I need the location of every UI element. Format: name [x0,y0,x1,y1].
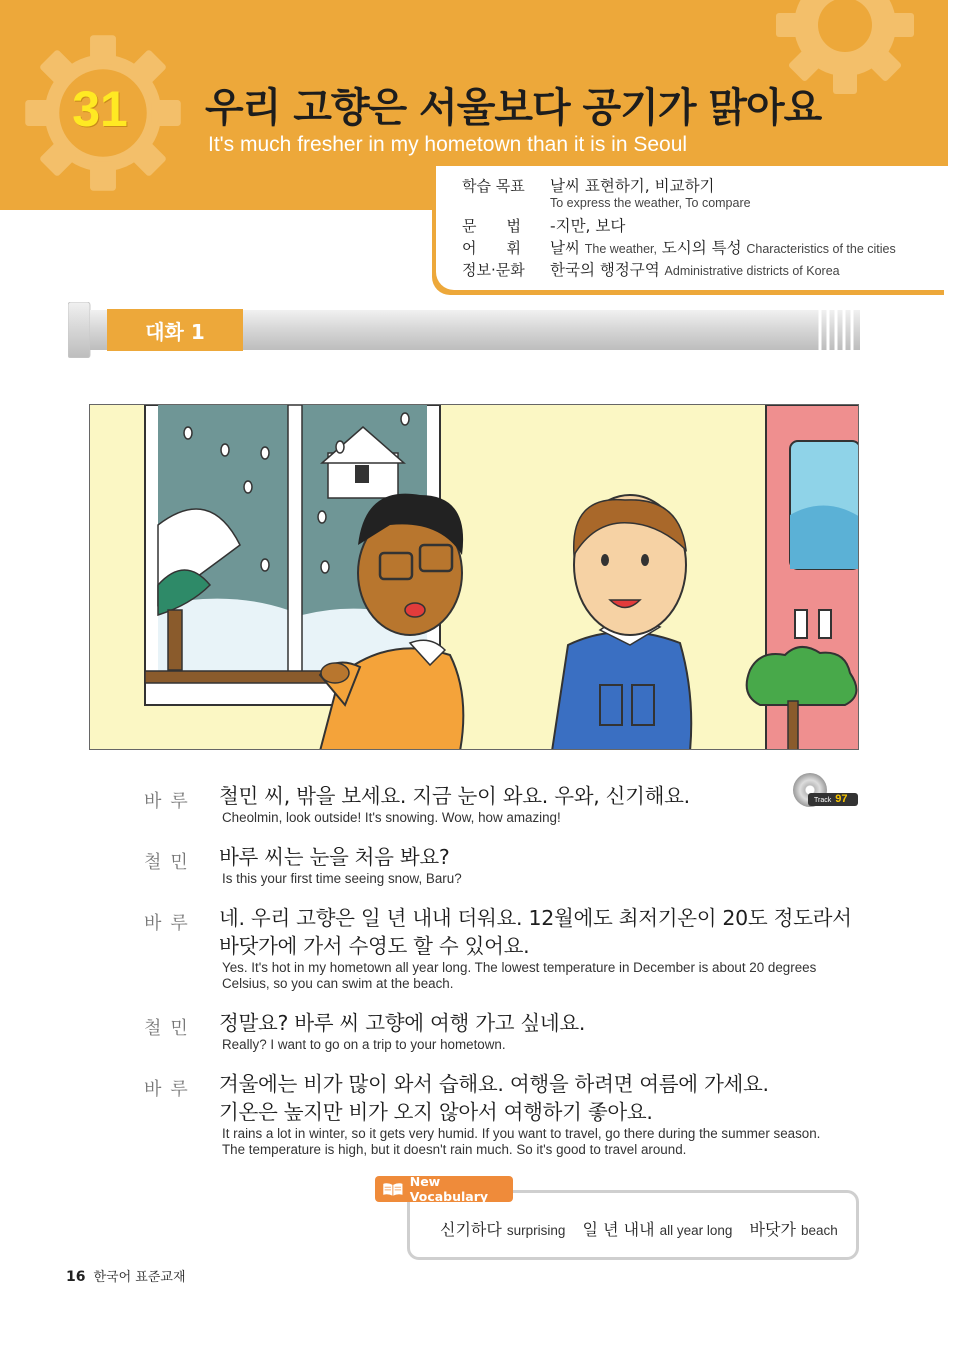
korean-text: 기온은 높지만 비가 오지 않아서 여행하기 좋아요. [219,1100,653,1124]
english-translation: Celsius, so you can swim at the beach. [222,976,454,991]
vocab-meaning: all year long [659,1223,733,1238]
korean-text: 겨울에는 비가 많이 와서 습해요. 여행을 하려면 여름에 가세요. [219,1072,769,1096]
english-translation: It rains a lot in winter, so it gets very humid. If you want to travel, go there during the summer season. [222,1126,821,1141]
goal-translation: To express the weather, To compare [550,196,751,210]
korean-text: 바루 씨는 눈을 처음 봐요? [219,845,450,869]
audio-track-badge[interactable] [793,773,861,809]
speaker-name: 바루 [144,791,197,812]
korean-text: 네. 우리 고향은 일 년 내내 더워요. 12월에도 최저기온이 20도 정도라서 [219,906,852,930]
goal-row [462,174,715,196]
goal-translation: The weather, [584,242,657,256]
goal-label: 정보·문화 [462,261,525,279]
goal-row [462,214,625,236]
lesson-title-translation: It's much fresher in my hometown than it is in Seoul [208,133,688,156]
illustration-image [90,405,859,750]
track-label [808,793,858,806]
vocabulary-list [440,1217,850,1240]
english-translation: The temperature is high, but it doesn't rain much. So it's good to travel around. [222,1142,687,1157]
goal-value: 도시의 특성 [661,239,742,257]
goal-translation: Administrative districts of Korea [664,264,840,278]
goal-row [462,258,840,280]
goal-value: 한국의 행정구역 [550,261,660,279]
dialogue-illustration [89,404,859,750]
vocabulary-tag-label: New Vocabulary [409,1174,489,1204]
goal-label: 학습 목표 [462,177,525,195]
book-title: 한국어 표준교재 [93,1270,186,1285]
vocabulary-tag [375,1176,513,1202]
korean-text: 철민 씨, 밖을 보세요. 지금 눈이 와요. 우와, 신기해요. [219,784,690,808]
goal-label: 문 법 [462,217,521,235]
english-translation: Is this your first time seeing snow, Baru? [222,871,462,886]
vocab-word: 바닷가 [749,1220,796,1239]
speaker-name: 철민 [144,852,197,873]
speaker-name: 철민 [144,1018,197,1039]
book-icon [381,1180,405,1198]
track-text: Track [814,797,832,804]
english-translation: Cheolmin, look outside! It's snowing. Wow, how amazing! [222,810,561,825]
speaker-name: 바루 [144,913,197,934]
page-footer [66,1266,186,1285]
lesson-title: 우리 고향은 서울보다 공기가 맑아요 [205,85,822,131]
goal-value: 날씨 [550,239,580,257]
section-label: 대화 1 [107,309,243,351]
vocab-meaning: surprising [506,1223,566,1238]
korean-text: 바닷가에 가서 수영도 할 수 있어요. [219,934,530,958]
english-translation: Really? I want to go on a trip to your hometown. [222,1037,506,1052]
speaker-name: 바루 [144,1079,197,1100]
goal-label: 어 휘 [462,239,521,257]
vocab-word: 일 년 내내 [582,1220,655,1239]
english-translation: Yes. It's hot in my hometown all year long. The lowest temperature in December is about 20 degrees [222,960,817,975]
goal-row [462,236,896,258]
page-number: 16 [66,1269,86,1285]
goal-translation: Characteristics of the cities [746,242,896,256]
vocab-word: 신기하다 [440,1220,502,1239]
track-number: 97 [835,793,848,805]
lesson-number: 31 [72,81,128,137]
learning-goals-box [436,166,948,290]
goal-value: 날씨 표현하기, 비교하기 [550,177,715,195]
goal-value: -지만, 보다 [550,217,626,235]
korean-text: 정말요? 바루 씨 고향에 여행 가고 싶네요. [219,1011,586,1035]
vocab-meaning: beach [801,1223,838,1238]
